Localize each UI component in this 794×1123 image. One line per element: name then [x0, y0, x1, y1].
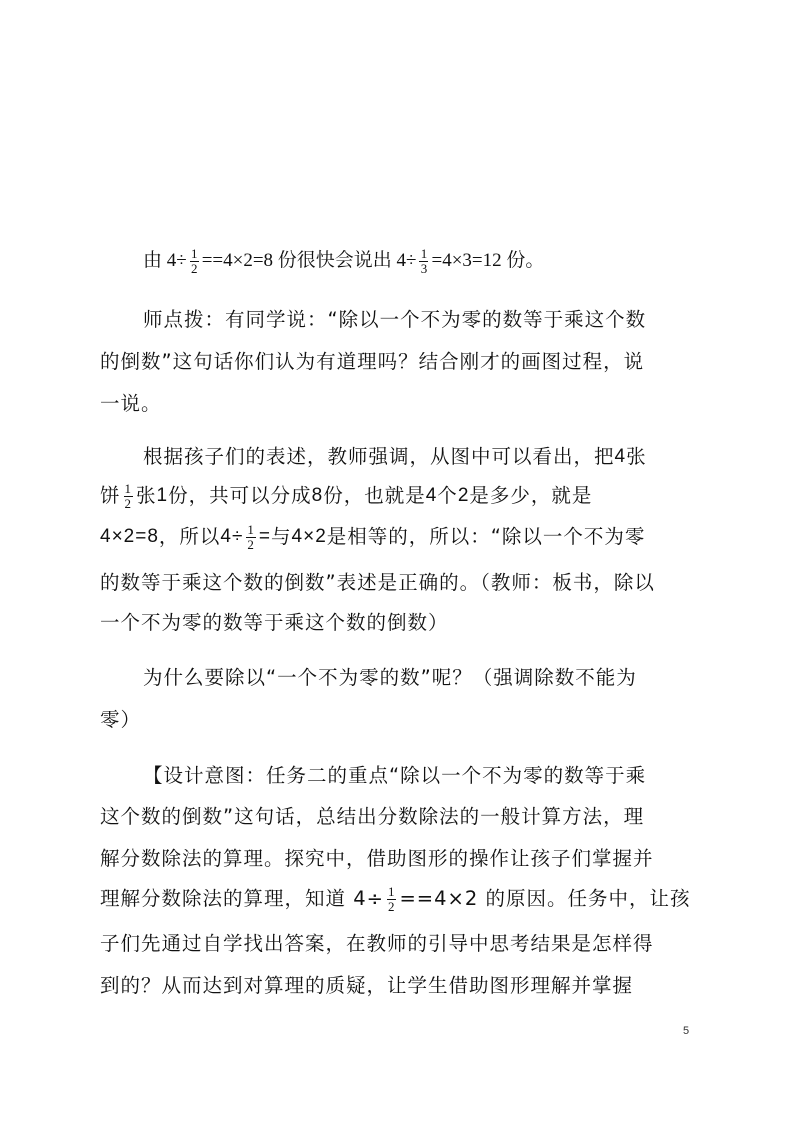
text-run: ==4×2 的原因。任务中，让孩	[399, 887, 691, 910]
text-run: ==4×2=8 份很快会说出 4÷	[201, 250, 417, 271]
number-run: 4×2=8	[100, 526, 159, 547]
number-run: 4÷	[220, 526, 244, 547]
paragraph-line-12: 【设计意图：任务二的重点“除以一个不为零的数等于乘	[143, 764, 647, 787]
page-number: 5	[683, 1025, 690, 1037]
fraction-one-third	[419, 247, 428, 276]
fraction-one-half	[246, 523, 256, 552]
text-run: 由 4÷	[143, 250, 187, 271]
fraction-denominator: 2	[247, 536, 255, 552]
fraction-numerator: 1	[247, 521, 255, 537]
text-run: 是相等的，所以：“除以一个不为零	[326, 525, 646, 548]
paragraph-line-10: 为什么要除以“一个不为零的数”呢？（强调除数不能为	[143, 666, 637, 689]
paragraph-line-15	[100, 884, 690, 914]
paragraph-line-13: 这个数的倒数”这句话，总结出分数除法的一般计算方法，理	[100, 805, 645, 828]
number-run: 4×2	[291, 526, 327, 547]
paragraph-line-4: 一说。	[100, 392, 162, 415]
paragraph-line-1	[143, 246, 544, 276]
number-run: 2	[457, 485, 470, 506]
text-run: 份，共可以分成	[168, 484, 312, 507]
fraction-denominator: 3	[420, 260, 428, 276]
paragraph-line-16: 子们先通过自学找出答案，在教师的引导中思考结果是怎样得	[100, 932, 654, 955]
fraction-one-half	[387, 885, 397, 914]
number-run: 4	[425, 485, 438, 506]
paragraph-line-8: 的数等于乘这个数的倒数”表述是正确的。（教师：板书，除以	[100, 571, 655, 594]
paragraph-line-7	[100, 522, 645, 552]
fraction-denominator: 2	[124, 495, 133, 511]
number-run: 4	[614, 446, 627, 467]
paragraph-line-9: 一个不为零的数等于乘这个数的倒数）	[100, 611, 449, 634]
number-run: =	[258, 526, 272, 547]
paragraph-line-5	[143, 442, 647, 472]
text-run: ，所以	[158, 525, 221, 548]
text-run: 个	[437, 484, 458, 507]
text-run: 理解分数除法的算理，知道 4÷	[100, 887, 384, 910]
paragraph-line-2: 师点拨：有同学说：“除以一个不为零的数等于乘这个数	[143, 308, 647, 331]
paragraph-line-6	[100, 481, 592, 511]
text-run: 张	[626, 445, 647, 468]
text-run: 饼	[100, 484, 121, 507]
fraction-denominator: 2	[190, 260, 198, 276]
paragraph-line-3: 的倒数”这句话你们认为有道理吗？结合刚才的画图过程，说	[100, 350, 645, 373]
text-run: =4×3=12 份。	[431, 250, 545, 271]
number-run: 1	[156, 485, 169, 506]
paragraph-line-11: 零）	[100, 708, 142, 731]
fraction-one-half	[124, 482, 134, 511]
paragraph-line-14: 解分数除法的算理。探究中，借助图形的操作让孩子们掌握并	[100, 847, 654, 870]
text-run: 是多少，就是	[469, 484, 593, 507]
fraction-one-half	[190, 247, 199, 276]
text-run: 张	[136, 484, 157, 507]
paragraph-line-17: 到的？从而达到对算理的质疑，让学生借助图形理解并掌握	[100, 974, 634, 997]
fraction-numerator: 1	[190, 245, 198, 261]
fraction-numerator: 1	[420, 245, 428, 261]
text-run: 份，也就是	[323, 484, 426, 507]
number-run: 8	[311, 485, 324, 506]
text-run: 与	[271, 525, 292, 548]
text-run: 根据孩子们的表述，教师强调，从图中可以看出，把	[143, 445, 615, 468]
fraction-numerator: 1	[124, 480, 133, 496]
fraction-denominator: 2	[387, 898, 396, 914]
fraction-numerator: 1	[387, 883, 396, 899]
